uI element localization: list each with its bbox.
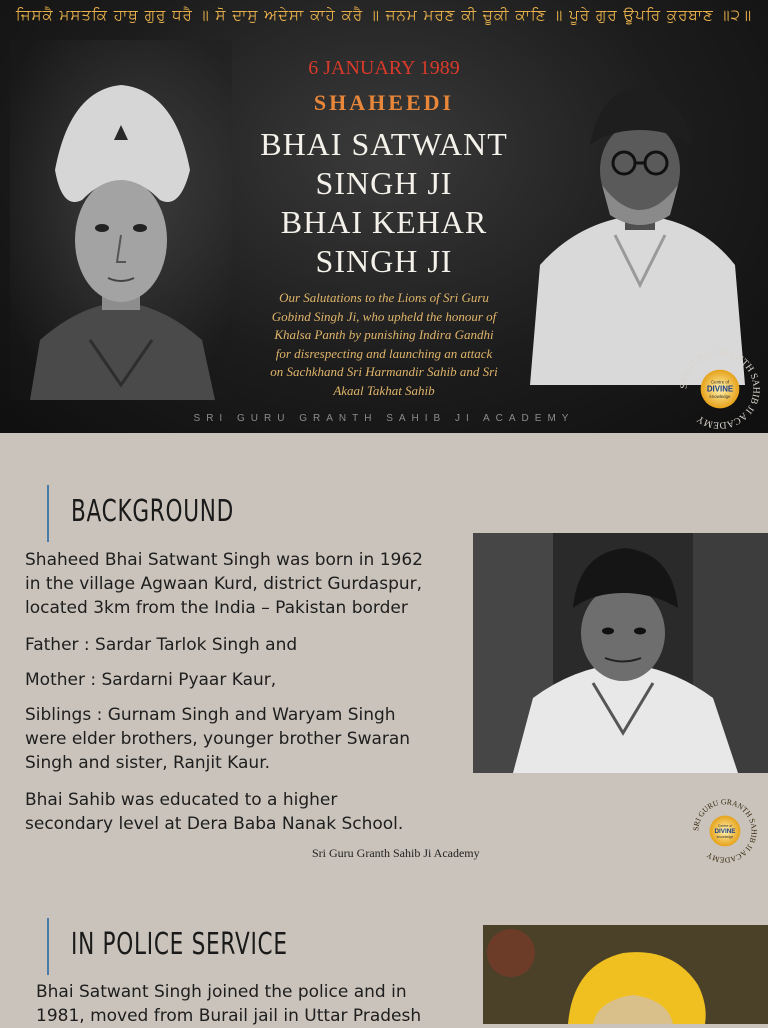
text-line: secondary level at Dera Baba Nanak School. <box>25 814 404 834</box>
background-heading: BACKGROUND <box>71 494 235 529</box>
salutation-text <box>228 289 540 400</box>
section-accent-bar <box>47 918 49 975</box>
logo-center-text: Centre of <box>717 823 733 828</box>
logo-center-text: DIVINE <box>714 828 736 836</box>
title-line: BHAI SATWANT <box>260 126 508 162</box>
police-portrait-photo <box>483 925 768 1024</box>
section-accent-bar <box>47 485 49 542</box>
salutation-line: Khalsa Panth by punishing Indira Gandhi <box>274 327 494 342</box>
text-line: Mother : Sardarni Pyaar Kaur, <box>25 670 277 690</box>
text-line: in the village Agwaan Kurd, district Gurdaspur, <box>25 574 423 594</box>
title-line: SINGH JI <box>315 165 453 201</box>
text-line: Bhai Sahib was educated to a higher <box>25 790 338 810</box>
text-line: were elder brothers, younger brother Swaran <box>25 729 411 749</box>
logo-center-text: knowledge <box>716 835 734 839</box>
shaheedi-label: SHAHEEDI <box>313 90 455 115</box>
background-paragraph <box>25 703 410 775</box>
salutation-line: on Sachkhand Sri Harmandir Sahib and Sri <box>270 364 498 379</box>
title-line: BHAI KEHAR <box>280 204 488 240</box>
salutation-line: Akaal Takhat Sahib <box>333 382 435 398</box>
academy-logo <box>690 796 760 866</box>
memorial-banner <box>0 0 768 433</box>
background-paragraph <box>25 548 423 620</box>
text-line: Father : Sardar Tarlok Singh and <box>25 635 298 655</box>
text-line: Shaheed Bhai Satwant Singh was born in 1962 <box>25 550 423 570</box>
academy-footer-text: SRI GURU GRANTH SAHIB JI ACADEMY <box>193 413 575 424</box>
background-paragraph <box>25 788 403 836</box>
bhai-satwant-singh-portrait <box>10 40 232 400</box>
text-line: Bhai Satwant Singh joined the police and in <box>36 982 407 1002</box>
text-line: Singh and sister, Ranjit Kaur. <box>25 753 271 773</box>
logo-ring-text: SRI GURU GRANTH SAHIB JI ACADEMY <box>691 797 759 865</box>
police-service-paragraph <box>36 980 421 1028</box>
logo-center-text: Centre of <box>710 379 730 385</box>
academy-logo <box>676 345 764 433</box>
police-service-heading: IN POLICE SERVICE <box>71 927 288 962</box>
gurbani-line: ਜਿਸਕੈ ਮਸਤਕਿ ਹਾਥੁ ਗੁਰੁ ਧਰੈ ॥ ਸੋ ਦਾਸੁ ਅਦੇਸਾ ਕਾਹੇ ਕਰੈ ॥ ਜਨਮ ਮਰਣ ਕੀ ਚੂਕੀ ਕਾਣਿ ॥ ਪੂਰੇ ਗੁਰ ਊਪਰਿ ਕੁਰਬਾਣ ॥੨॥ <box>15 6 753 24</box>
salutation-line: for disrespecting and launching an attack <box>275 345 493 361</box>
text-line: 1981, moved from Burail jail in Uttar Pradesh <box>36 1006 422 1026</box>
salutation-line: Gobind Singh Ji, who upheld the honour of <box>271 308 497 324</box>
logo-center-text: knowledge <box>709 393 731 399</box>
logo-ring-text: SRI GURU GRANTH SAHIB JI ACADEMY <box>678 347 762 431</box>
academy-caption: Sri Guru Granth Sahib Ji Academy <box>312 846 480 860</box>
text-line: located 3km from the India – Pakistan border <box>25 598 408 618</box>
background-paragraph <box>25 633 297 657</box>
text-line: Siblings : Gurnam Singh and Waryam Singh <box>25 705 396 725</box>
banner-title <box>230 125 538 281</box>
logo-center-text: DIVINE <box>706 384 734 394</box>
salutation-line: Our Salutations to the Lions of Sri Guru <box>279 290 489 305</box>
background-paragraph <box>25 668 276 692</box>
bhai-kehar-singh-portrait <box>530 85 750 385</box>
martyrdom-date: 6 JANUARY 1989 <box>308 57 460 79</box>
satwant-singh-photo <box>473 533 768 773</box>
title-line: SINGH JI <box>315 243 453 279</box>
